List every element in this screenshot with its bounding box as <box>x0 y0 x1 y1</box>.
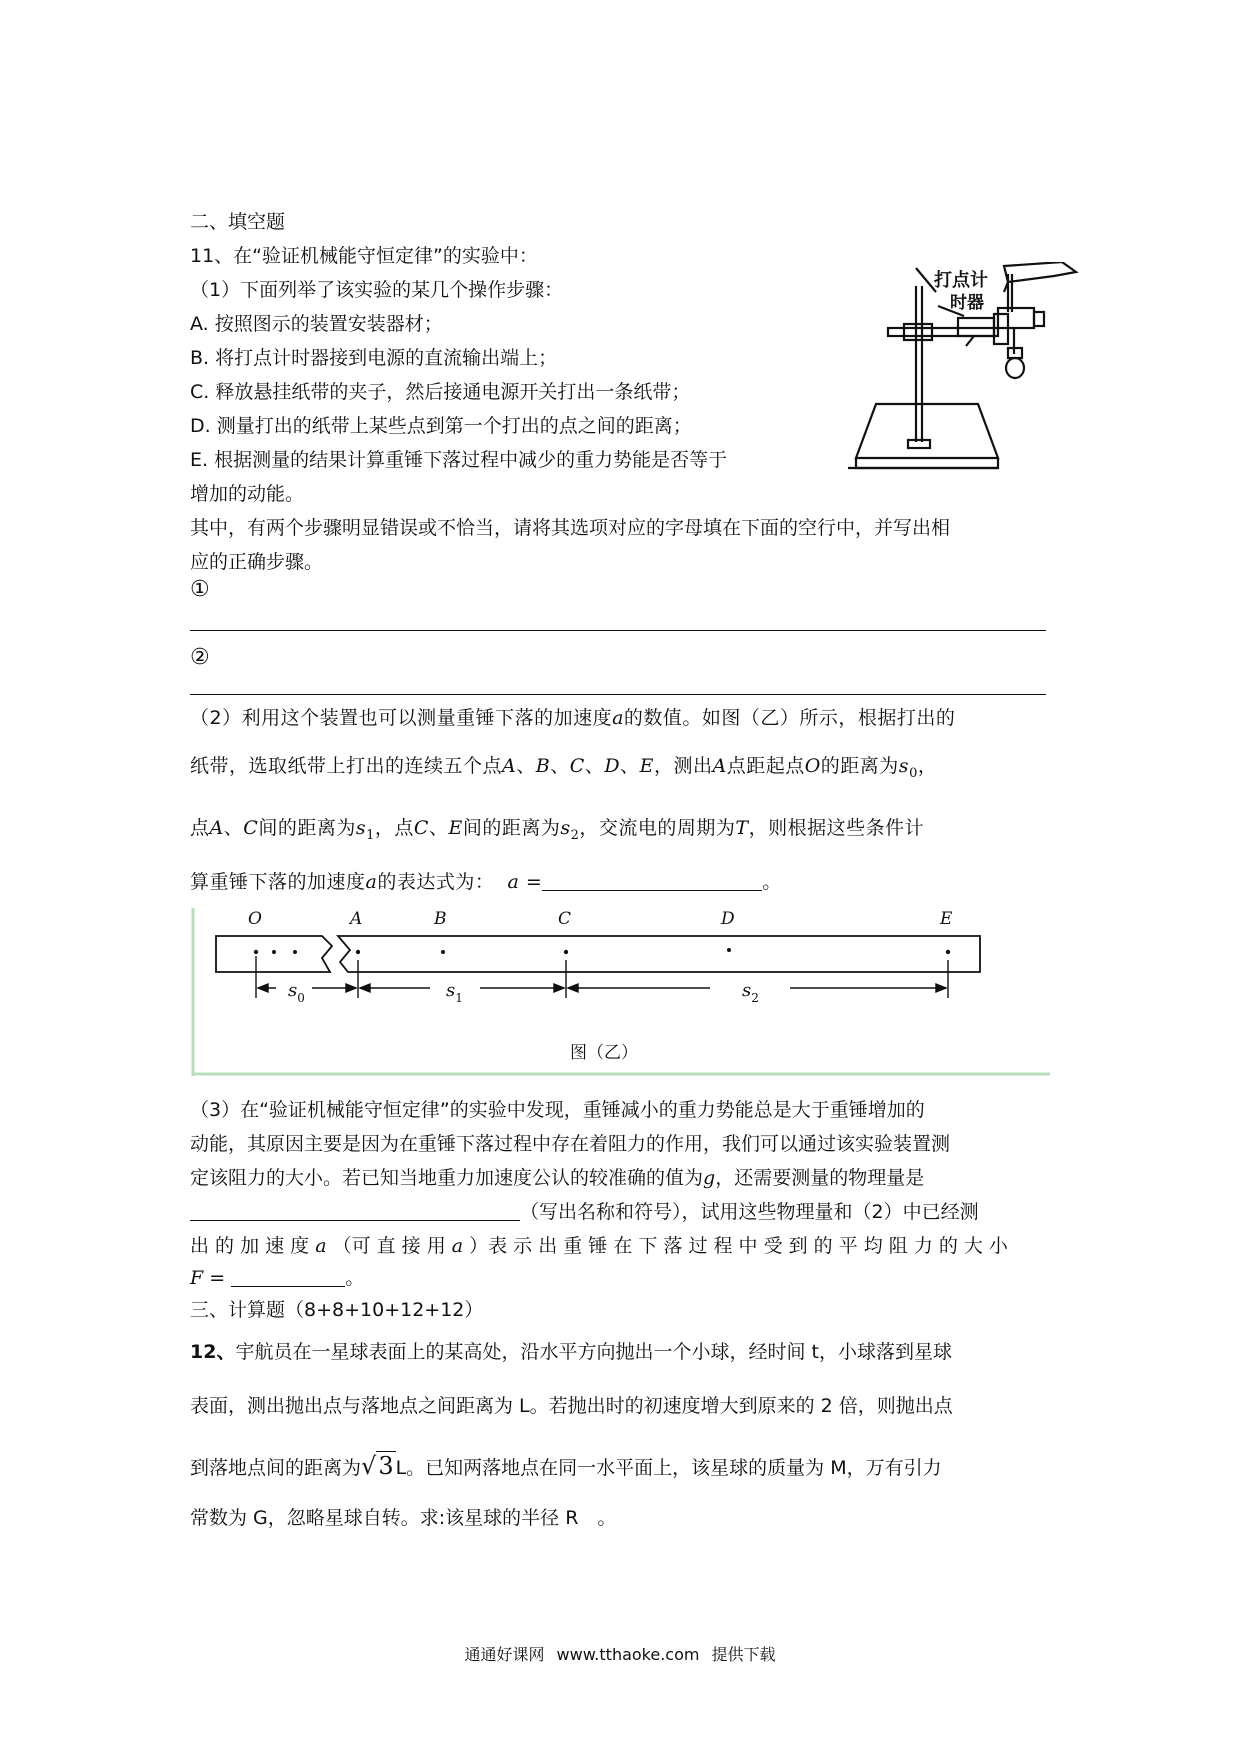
q12-line-1: 12、宇航员在一星球表面上的某高处，沿水平方向抛出一个小球，经时间 t，小球落到星球 <box>190 1341 952 1363</box>
sqrt-expression: √3 <box>361 1452 394 1480</box>
tape-s0-label: $s_0$ <box>288 980 305 1005</box>
tape-point-d: D <box>721 909 735 929</box>
answer-blank-2-mark: ② <box>190 645 210 670</box>
tape-point-e: E <box>940 909 953 929</box>
part3-line-6: F = 。 <box>190 1267 365 1289</box>
answer-blank-1-mark: ① <box>190 577 210 602</box>
answer-line-2 <box>190 694 1046 695</box>
footer-url: www.tthaoke.com <box>556 1645 700 1664</box>
acceleration-answer-blank <box>542 872 762 891</box>
step-c: C. 释放悬挂纸带的夹子，然后接通电源开关打出一条纸带； <box>190 381 691 403</box>
step-a: A. 按照图示的装置安装器材； <box>190 313 443 335</box>
tape-point-b: B <box>434 909 447 929</box>
step-b: B. 将打点计时器接到电源的直流输出端上； <box>190 347 558 369</box>
part1-intro: （1）下面列举了该实验的某几个操作步骤： <box>190 279 564 301</box>
quantity-answer-blank <box>190 1202 520 1221</box>
q12-line-2: 表面，测出抛出点与落地点之间距离为 L。若抛出时的初速度增大到原来的 2 倍，则抛出点 <box>190 1395 953 1417</box>
force-answer-blank <box>231 1268 345 1287</box>
tape-point-c: C <box>558 909 572 929</box>
part3-line-5: 出 的 加 速 度 a （可 直 接 用 a ）表 示 出 重 锤 在 下 落 过 程 中 受 到 的 平 均 阻 力 的 大 小 <box>190 1235 1008 1257</box>
part3-line-2: 动能，其原因主要是因为在重锤下落过程中存在着阻力的作用，我们可以通过该实验装置测 <box>190 1133 951 1155</box>
question-11-stem: 11、在“验证机械能守恒定律”的实验中： <box>190 245 538 267</box>
part2-line-1: （2）利用这个装置也可以测量重锤下落的加速度a的数值。如图（乙）所示，根据打出的 <box>190 707 956 729</box>
instruction-line-2: 应的正确步骤。 <box>190 551 324 573</box>
step-e: E. 根据测量的结果计算重锤下落过程中减少的重力势能是否等于 <box>190 449 728 471</box>
tape-s1-label: $s_1$ <box>446 980 463 1005</box>
part3-line-3: 定该阻力的大小。若已知当地重力加速度公认的较准确的值为g，还需要测量的物理量是 <box>190 1167 925 1189</box>
paper-tape-figure <box>190 906 1050 1078</box>
q12-line-3: 到落地点间的距离为√3 L。已知两落地点在同一水平面上，该星球的质量为 M，万有引力 <box>190 1452 942 1480</box>
section-title: 二、填空题 <box>190 211 286 233</box>
timer-apparatus-figure <box>848 262 1080 478</box>
part2-line-4: 算重锤下落的加速度a的表达式为： a = 。 <box>190 871 782 893</box>
footer-site-name: 通通好课网 <box>464 1645 545 1664</box>
part2-line-3: 点A、C间的距离为$s_1$，点C、E间的距离为$s_2$，交流电的周期为T，则根据这些条件计 <box>190 817 925 843</box>
step-d: D. 测量打出的纸带上某些点到第一个打出的点之间的距离； <box>190 415 692 437</box>
figure-caption: 图（乙） <box>570 1043 638 1063</box>
timer-label-2: 时器 <box>950 293 984 313</box>
step-e-cont: 增加的动能。 <box>190 483 305 505</box>
part2-line-2: 纸带，选取纸带上打出的连续五个点A、B、C、D、E，测出A点距起点O的距离为$s_0$， <box>190 755 938 781</box>
page-footer <box>0 1644 1240 1666</box>
tape-s2-label: $s_2$ <box>742 980 759 1005</box>
tape-point-a: A <box>350 909 363 929</box>
part3-line-4: （写出名称和符号），试用这些物理量和（2）中已经测 <box>190 1200 979 1224</box>
section-3-title: 三、计算题（8+8+10+12+12） <box>190 1299 484 1321</box>
instruction-line-1: 其中，有两个步骤明显错误或不恰当，请将其选项对应的字母填在下面的空行中，并写出相 <box>190 517 951 539</box>
timer-label-1: 打点计 <box>934 270 988 291</box>
part3-line-1: （3）在“验证机械能守恒定律”的实验中发现，重锤减小的重力势能总是大于重锤增加的 <box>190 1099 925 1121</box>
tape-point-o: O <box>248 909 262 929</box>
q12-line-4: 常数为 G，忽略星球自转。求:该星球的半径 R 。 <box>190 1507 617 1529</box>
footer-action: 提供下载 <box>711 1645 776 1664</box>
answer-line-1 <box>190 630 1046 631</box>
